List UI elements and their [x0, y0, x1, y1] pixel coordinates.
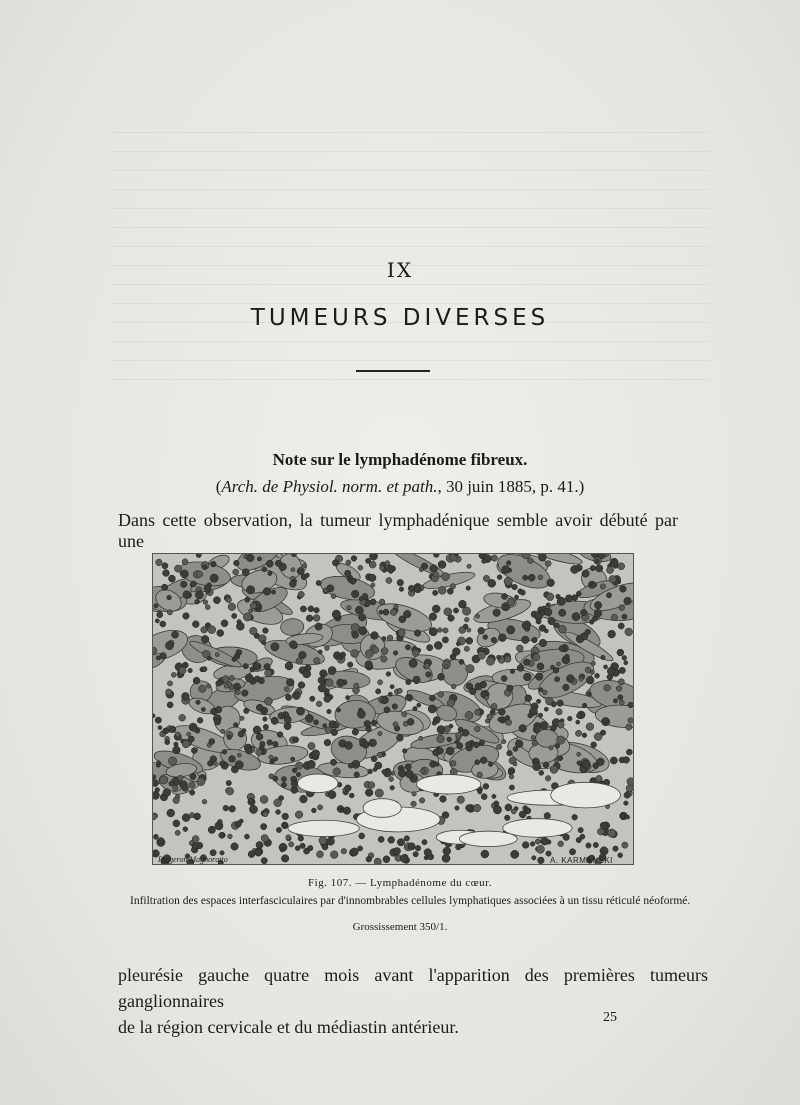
chapter-title: TUMEURS DIVERSES: [250, 305, 550, 331]
reference-journal: Arch. de Physiol. norm. et path.: [221, 477, 438, 496]
histology-illustration: [153, 554, 633, 864]
figure-signature-left: Ringeron Magnoratto: [158, 855, 228, 864]
figure-signature-right: A. KARMANSKI: [550, 856, 613, 865]
chapter-number: IX: [386, 258, 414, 282]
figure-caption-body: Infiltration des espaces interfasciculaires par d'innombrables cellules lymphatiques associées à un tissu réticulé néoformé.: [130, 895, 691, 907]
paragraph-2: [118, 962, 708, 1040]
figure-caption-title: Fig. 107. — Lymphadénome du cœur.: [308, 877, 492, 889]
reference: [0, 477, 800, 497]
figure-magnification: Grossissement 350/1.: [352, 921, 448, 933]
histology-figure: [152, 553, 634, 865]
note-title: Note sur le lymphadénome fibreux.: [272, 450, 528, 469]
bleed-through-texture: [110, 120, 710, 380]
paragraph-2-line-2: de la région cervicale et du médiastin antérieur.: [118, 1017, 459, 1037]
paragraph-1: Dans cette observation, la tumeur lymphadénique semble avoir débuté par une: [118, 510, 678, 551]
title-rule: [356, 370, 430, 372]
page-number: 25: [603, 1010, 617, 1025]
paragraph-2-line-1: pleurésie gauche quatre mois avant l'apparition des premières tumeurs ganglionnaires: [118, 965, 708, 1011]
reference-rest: , 30 juin 1885, p. 41.): [437, 477, 585, 496]
reference-open: (: [215, 477, 222, 496]
